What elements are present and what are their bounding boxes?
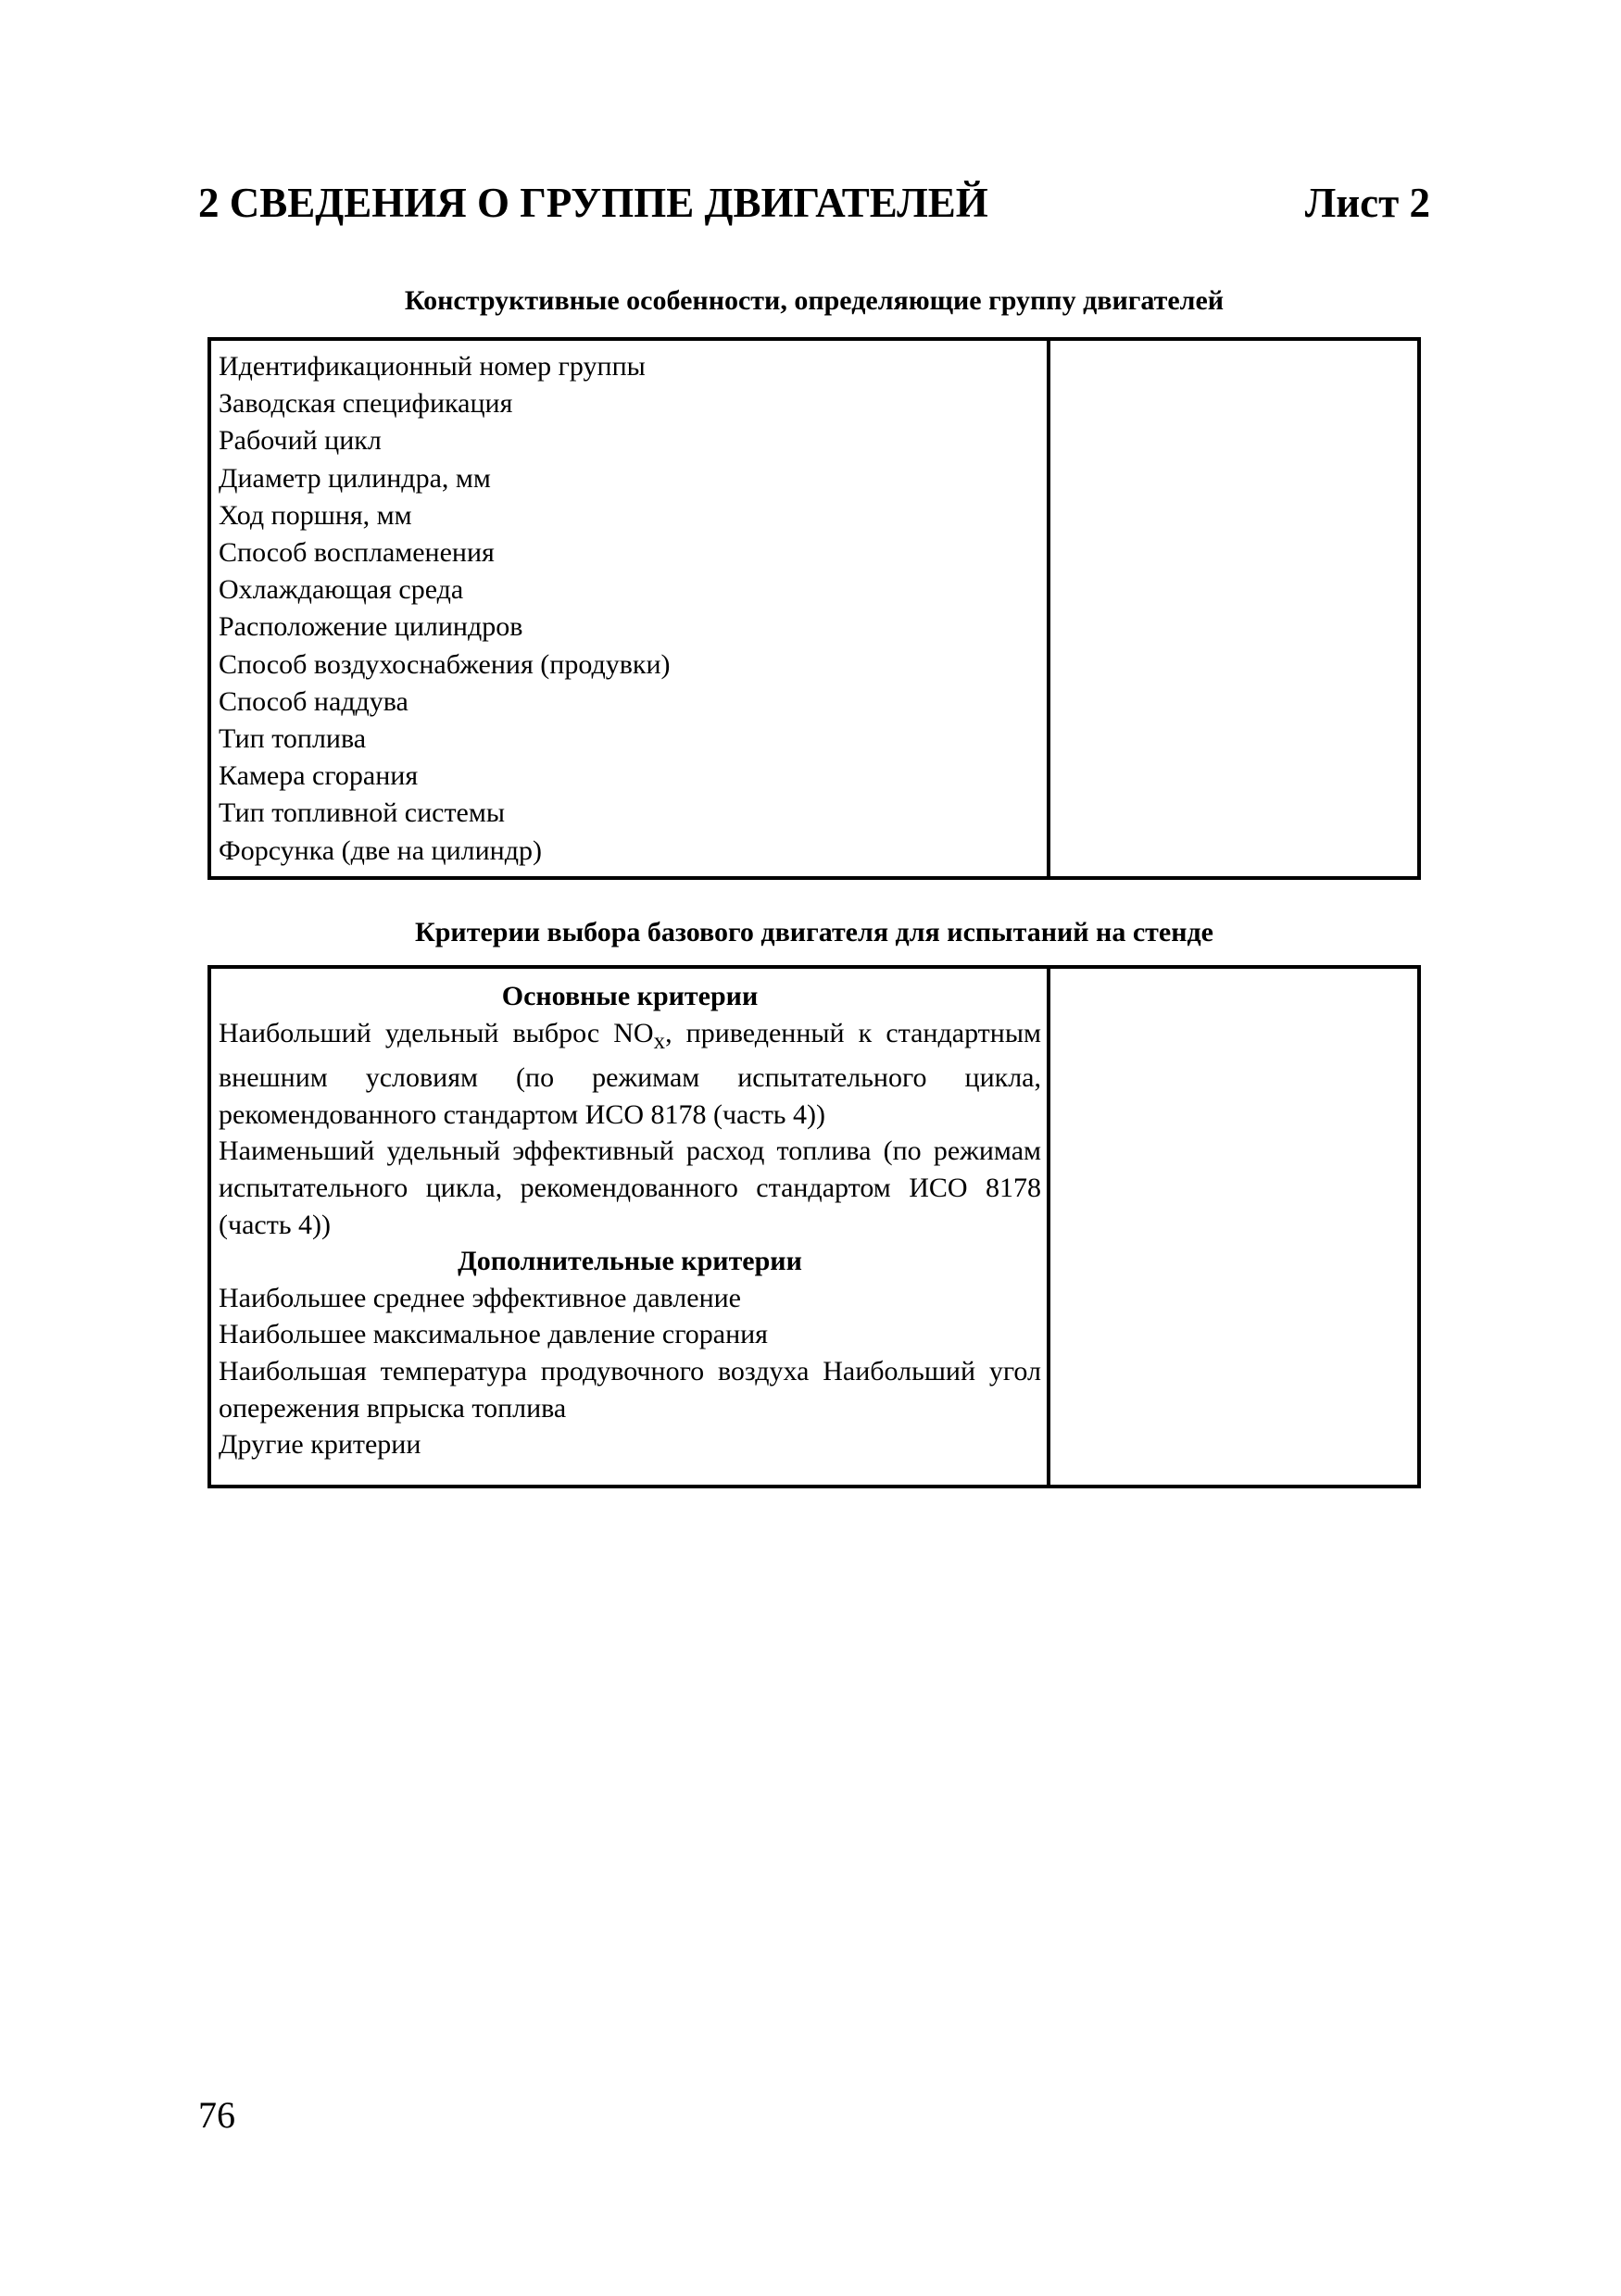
feature-row: Охлаждающая среда	[219, 574, 464, 606]
selection-criteria-caption: Критерии выбора базового двигателя для испытаний на стенде	[414, 917, 1213, 947]
selection-criteria-table	[207, 965, 1421, 1488]
feature-row: Диаметр цилиндра, мм	[219, 462, 491, 494]
criterion-nox-prefix: Наибольший удельный выброс NO	[219, 1017, 654, 1048]
feature-row: Идентификационный номер группы	[219, 351, 646, 382]
design-features-caption: Конструктивные особенности, определяющие группу двигателей	[404, 285, 1225, 316]
page-number: 76	[198, 2094, 235, 2136]
criterion-other: Другие критерии	[219, 1429, 421, 1461]
criterion-max-pressure: Наибольшее максимальное давление сгорания	[219, 1319, 768, 1350]
feature-row: Заводская спецификация	[219, 388, 513, 420]
feature-row: Рабочий цикл	[219, 425, 382, 457]
criterion-nox	[219, 1015, 1041, 1134]
main-criteria-heading: Основные критерии	[501, 981, 759, 1011]
section-title: 2 СВЕДЕНИЯ О ГРУППЕ ДВИГАТЕЛЕЙ	[198, 180, 988, 226]
feature-row: Расположение цилиндров	[219, 611, 523, 643]
criterion-fuel-consumption: Наименьший удельный эффективный расход топлива (по режимам испытательного цикла, рекомендованного стандартом ИСО 8178 (часть 4))	[219, 1135, 1041, 1240]
feature-row: Способ наддува	[219, 685, 408, 717]
criteria-value-cell	[1049, 967, 1419, 1487]
feature-row: Камера сгорания	[219, 760, 419, 792]
sheet-label: Лист 2	[1304, 180, 1430, 226]
page-header	[198, 170, 1430, 235]
feature-row: Способ воспламенения	[219, 537, 495, 569]
features-value-cell	[1049, 339, 1419, 878]
feature-row: Тип топлива	[219, 723, 367, 755]
design-features-table	[207, 337, 1421, 880]
feature-row: Ход поршня, мм	[219, 499, 412, 531]
criterion-mean-pressure: Наибольшее среднее эффективное давление	[219, 1282, 741, 1313]
extra-criteria-heading: Дополнительные критерии	[458, 1246, 802, 1277]
criterion-nox-suffix: , приведенный к стандартным внешним условиям (по режимам испытательного цикла, рекомендованного стандартом ИСО 8178 (часть 4))	[219, 1017, 1041, 1130]
criterion-nox-subscript: x	[653, 1028, 666, 1054]
feature-row: Форсунка (две на цилиндр)	[219, 834, 542, 866]
criterion-air-temperature: Наибольшая температура продувочного воздуха Наибольший угол опережения впрыска топлива	[219, 1355, 1041, 1424]
criteria-list-cell	[209, 967, 1049, 1487]
features-list-cell	[209, 339, 1049, 878]
feature-row: Тип топливной системы	[219, 797, 506, 829]
feature-row: Способ воздухоснабжения (продувки)	[219, 648, 671, 680]
